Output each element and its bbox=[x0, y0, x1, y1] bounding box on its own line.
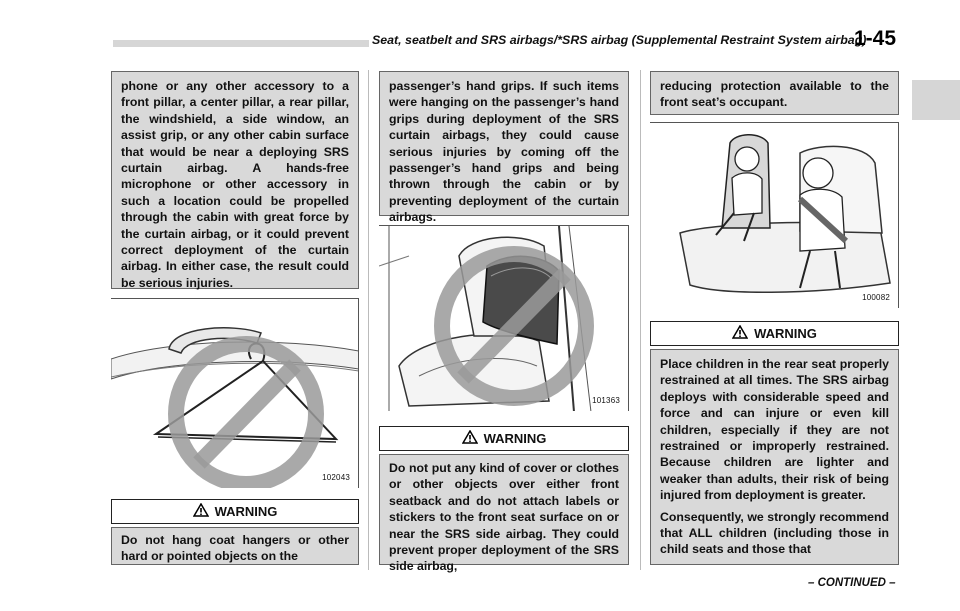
right-warning-para2: Consequently, we strongly recommend that ALL children (including those in child seats and those that bbox=[660, 509, 889, 557]
chapter-tab bbox=[912, 80, 960, 120]
continued-label: – CONTINUED – bbox=[808, 577, 896, 589]
left-box-text: phone or any other accessory to a front pillar, a center pillar, a rear pillar, the windshield, a side window, an assist grip, or any other cabin surface that would be near a deploying SRS curtain airbag. A hands-free microphone or other accessory in such a location could be propelled through the cabin with great force by the curtain airbag, or it could prevent correct deployment of the curtain airbag. In either case, the result could be serious injuries. bbox=[121, 79, 349, 290]
section-title: Seat, seatbelt and SRS airbags/*SRS airbag (Supplemental Restraint System airbag) bbox=[372, 33, 867, 47]
right-warning-header bbox=[650, 321, 899, 346]
figure-id: 102043 bbox=[322, 473, 350, 482]
left-warning-header bbox=[111, 499, 359, 524]
middle-warning-continuation bbox=[379, 71, 629, 225]
right-warning-continuation bbox=[650, 71, 899, 115]
middle-box-text: passenger’s hand grips. If such items were hanging on the passenger’s hand grips during deployment of the SRS curtain airbags, they could cause serious injuries by coming off the passenger’s hand grips and being thrown through the cabin or by preventing deployment of the curtain airbags. bbox=[389, 79, 619, 225]
page-number: 1-45 bbox=[854, 27, 897, 50]
warning-label: WARNING bbox=[754, 326, 817, 341]
figure-seatback-cover bbox=[379, 225, 629, 411]
right-box-text: reducing protection available to the front seat’s occupant. bbox=[660, 79, 889, 110]
left-warning-text: Do not hang coat hangers or other hard or pointed objects on the bbox=[121, 533, 349, 564]
middle-warning-text: Do not put any kind of cover or clothes or other objects over either front seatback and do not attach labels or stickers to the front seat surface on or near the SRS side airbag. They could prevent proper deployment of the SRS side airbag, bbox=[389, 461, 619, 574]
middle-warning-header bbox=[379, 426, 629, 451]
seat-cover-illustration bbox=[379, 226, 629, 411]
figure-child-seat bbox=[650, 122, 899, 308]
coat-hanger-illustration bbox=[111, 299, 359, 488]
column-divider bbox=[640, 70, 641, 570]
right-warning-para1: Place children in the rear seat properly restrained at all times. The SRS airbag deploys with considerable speed and force and can injure or even kill children, especially if they are not restrained or improperly restrained. Because children are lighter and weaker than adults, their risk of being injured from deployment is greater. bbox=[660, 357, 889, 503]
right-warning-body bbox=[650, 349, 899, 565]
warning-label: WARNING bbox=[483, 431, 547, 446]
figure-id: 100082 bbox=[862, 293, 890, 302]
column-divider bbox=[368, 70, 369, 570]
header-bar bbox=[113, 40, 369, 47]
warning-label: WARNING bbox=[214, 504, 278, 519]
warning-triangle-icon bbox=[193, 503, 209, 520]
left-warning-body bbox=[111, 527, 359, 565]
warning-triangle-icon bbox=[732, 325, 748, 342]
children-in-rear-seat-illustration bbox=[650, 123, 899, 308]
left-warning-continuation bbox=[111, 71, 359, 289]
warning-triangle-icon bbox=[462, 430, 478, 447]
figure-coat-hanger bbox=[111, 298, 359, 488]
figure-id: 101363 bbox=[592, 396, 620, 405]
middle-warning-body bbox=[379, 454, 629, 574]
